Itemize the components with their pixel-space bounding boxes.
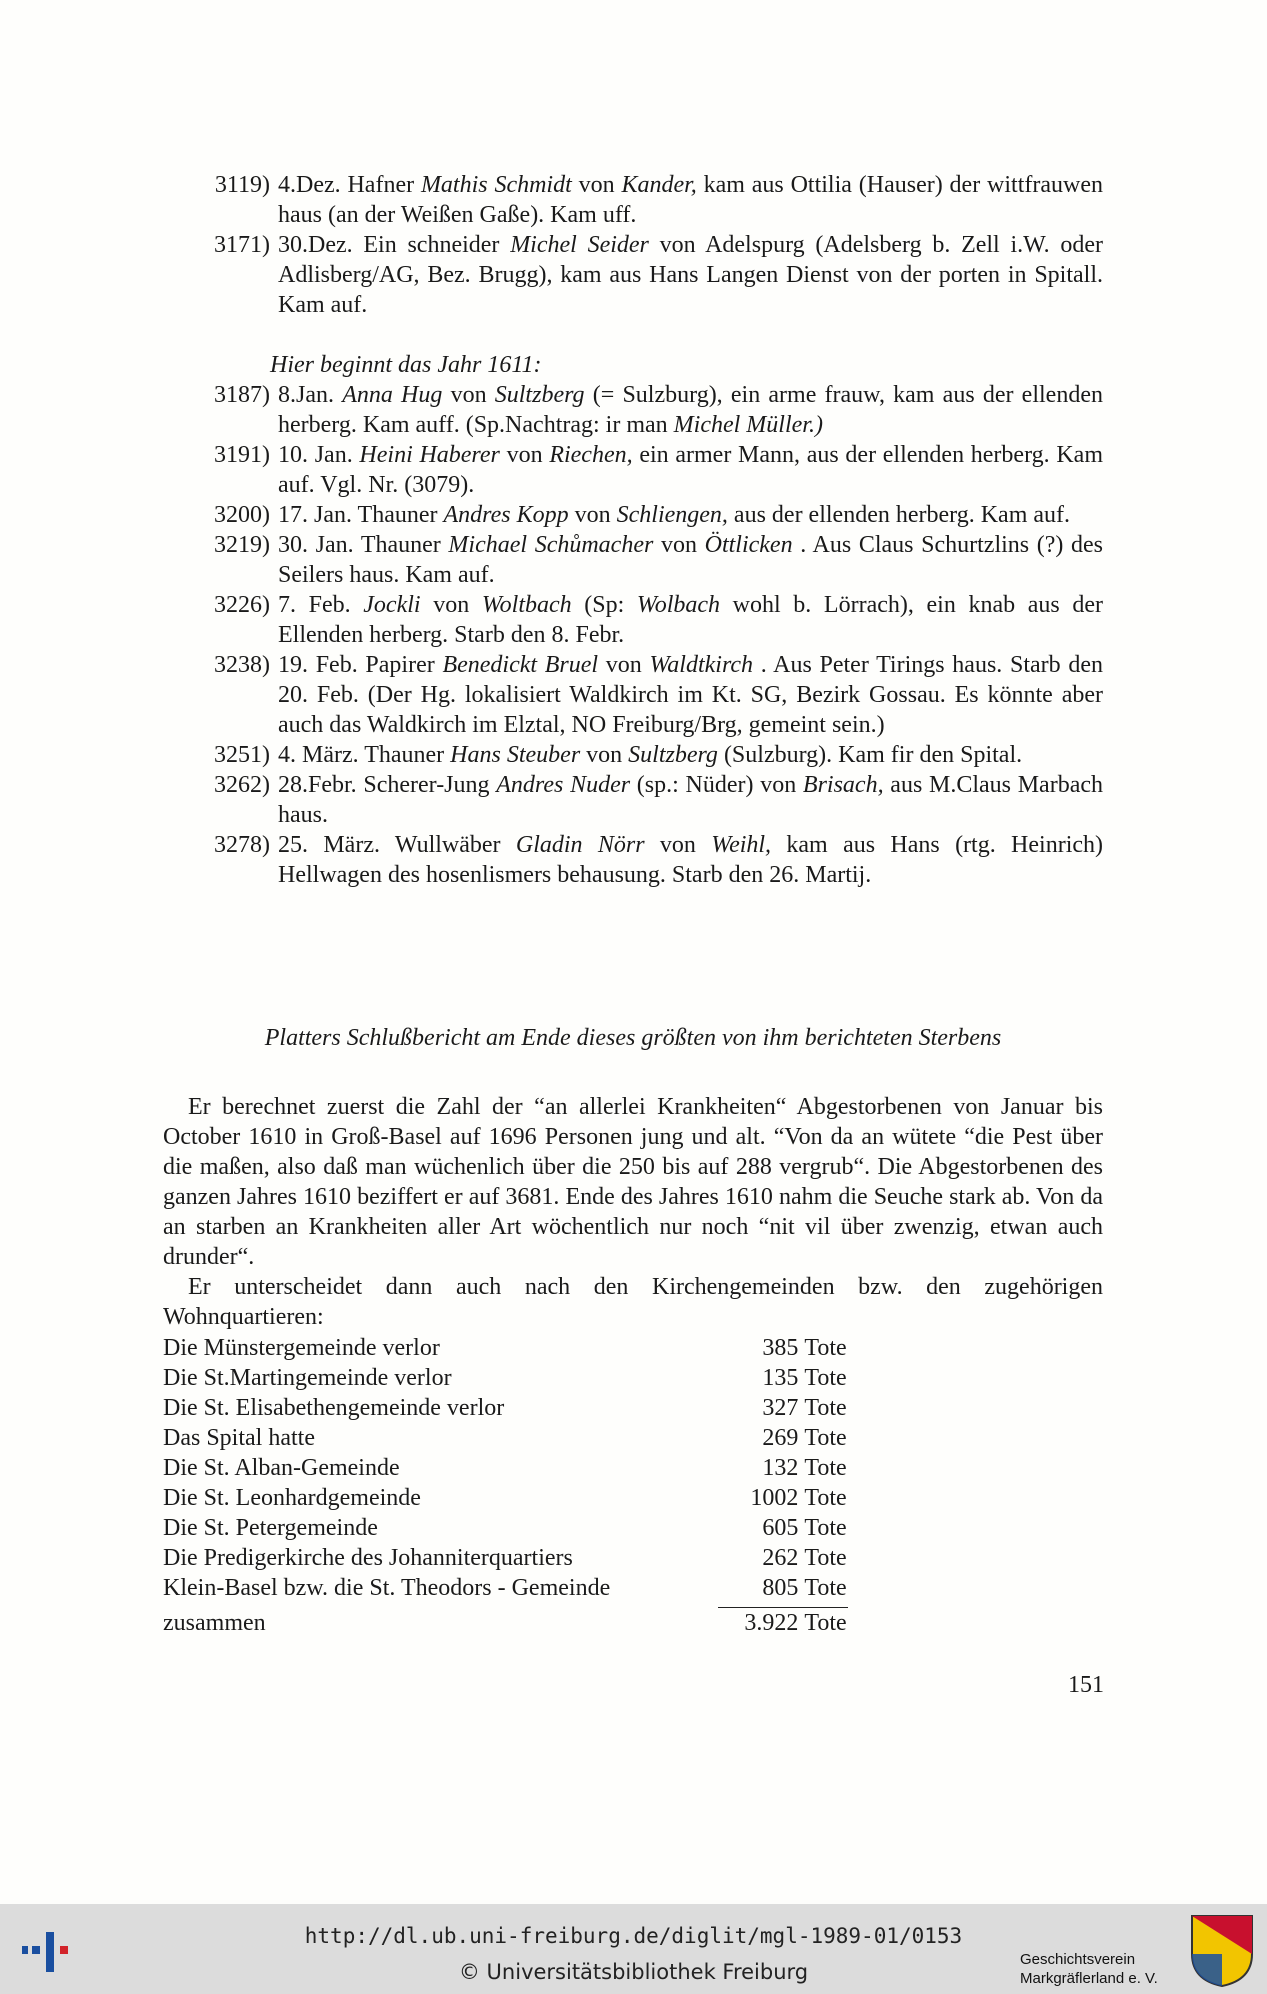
row-label: Klein-Basel bzw. die St. Theodors - Gemeinde bbox=[163, 1575, 611, 1601]
row-unit: Tote bbox=[804, 1515, 847, 1541]
entry-number: 3200) bbox=[214, 502, 270, 528]
entry-text: 4. März. Thauner Hans Steuber von Sultzberg (Sulzburg). Kam fir den Spital. bbox=[278, 742, 1023, 768]
society-line: Markgräflerland e. V. bbox=[1020, 1970, 1158, 1987]
row-unit: Tote bbox=[804, 1610, 847, 1636]
register-entry bbox=[163, 530, 1103, 590]
row-value: 269 bbox=[762, 1425, 799, 1451]
row-unit: Tote bbox=[804, 1545, 847, 1571]
entry-number: 3191) bbox=[214, 442, 270, 468]
entry-number: 3119) bbox=[214, 172, 270, 198]
register-entry bbox=[163, 590, 1103, 650]
copyright-text: © Universitätsbibliothek Freiburg bbox=[458, 1960, 809, 1984]
row-value: 327 bbox=[762, 1395, 799, 1421]
row-label: Das Spital hatte bbox=[163, 1425, 315, 1451]
page-number: 151 bbox=[1068, 1672, 1104, 1698]
row-unit: Tote bbox=[804, 1335, 847, 1361]
entry-text: 30. Jan. Thauner Michael Schůmacher von Öttlicken . Aus Claus Schurtzlins (?) des Seilers haus. Kam auf. bbox=[278, 532, 1104, 588]
entry-text: 28.Febr. Scherer-Jung Andres Nuder (sp.: Nüder) von Brisach, aus M.Claus Marbach haus. bbox=[278, 772, 1104, 828]
document-url-link[interactable]: http://dl.ub.uni-freiburg.de/diglit/mgl-1989-01/0153 bbox=[304, 1924, 963, 1948]
tally-row bbox=[163, 1453, 863, 1483]
row-label: zusammen bbox=[163, 1610, 266, 1636]
footer-bar bbox=[0, 1904, 1267, 1994]
row-label: Die St. Leonhardgemeinde bbox=[163, 1485, 421, 1511]
row-value: 805 bbox=[762, 1575, 799, 1601]
register-entry bbox=[163, 500, 1103, 530]
row-label: Die St. Petergemeinde bbox=[163, 1515, 378, 1541]
row-unit: Tote bbox=[804, 1425, 847, 1451]
entry-number: 3219) bbox=[214, 532, 270, 558]
row-unit: Tote bbox=[804, 1575, 847, 1601]
entry-text: 8.Jan. Anna Hug von Sultzberg (= Sulzburg), ein arme frauw, kam aus der ellenden herberg. Kam auff. (Sp.Nachtrag: ir man Michel Müller.) bbox=[278, 382, 1103, 438]
entry-text: 4.Dez. Hafner Mathis Schmidt von Kander, kam aus Ottilia (Hauser) der wittfrauwen haus (an der Weißen Gaße). Kam uff. bbox=[278, 172, 1103, 228]
tally-row bbox=[163, 1423, 863, 1453]
tally-row bbox=[163, 1573, 863, 1603]
register-entry bbox=[163, 770, 1103, 830]
entry-text: 7. Feb. Jockli von Woltbach (Sp: Wolbach wohl b. Lörrach), ein knab aus der Ellenden herberg. Starb den 8. Febr. bbox=[278, 592, 1104, 648]
tally-row bbox=[163, 1393, 863, 1423]
row-label: Die St.Martingemeinde verlor bbox=[163, 1365, 452, 1391]
paragraph: Er berechnet zuerst die Zahl der “an allerlei Krankheiten“ Abgestorbenen von Januar bis October 1610 in Groß-Basel auf 1696 Personen jung und alt. “Von da an wütete “die Pest über die maßen, also daß man wüchenlich über die 250 bis auf 288 vergrub“. Die Abgestorbenen des ganzen Jahres 1610 beziffert er auf 3681. Ende des Jahres 1610 nahm die Seuche stark ab. Von da an starben an Krankheiten aller Art wöchentlich nur noch “nit vil über zwenzig, etwan auch drunder“. bbox=[163, 1094, 1103, 1270]
year-heading: Hier beginnt das Jahr 1611: bbox=[270, 352, 542, 378]
entry-number: 3226) bbox=[214, 592, 270, 618]
row-label: Die St. Alban-Gemeinde bbox=[163, 1455, 400, 1481]
register-entry bbox=[163, 740, 1103, 770]
section-title: Platters Schlußbericht am Ende dieses größten von ihm berichteten Sterbens bbox=[264, 1025, 1002, 1051]
paragraph: Er unterscheidet dann auch nach den Kirchengemeinden bzw. den zugehörigen Wohnquartieren: bbox=[163, 1274, 1103, 1330]
row-value: 135 bbox=[762, 1365, 799, 1391]
entry-number: 3171) bbox=[214, 232, 270, 258]
entry-number: 3262) bbox=[214, 772, 270, 798]
entry-number: 3238) bbox=[214, 652, 270, 678]
row-label: Die Predigerkirche des Johanniterquartiers bbox=[163, 1545, 573, 1571]
entry-text: 30.Dez. Ein schneider Michel Seider von Adelspurg (Adelsberg b. Zell i.W. oder Adlisberg/AG, Bez. Brugg), kam aus Hans Langen Dienst von der porten in Spitall. Kam auf. bbox=[278, 232, 1103, 318]
row-unit: Tote bbox=[804, 1485, 847, 1511]
row-value: 132 bbox=[762, 1455, 799, 1481]
row-value: 3.922 bbox=[744, 1610, 799, 1636]
tally-row bbox=[163, 1483, 863, 1513]
row-unit: Tote bbox=[804, 1395, 847, 1421]
row-label: Die St. Elisabethengemeinde verlor bbox=[163, 1395, 505, 1421]
row-value: 262 bbox=[762, 1545, 799, 1571]
entry-number: 3278) bbox=[214, 832, 270, 858]
row-unit: Tote bbox=[804, 1455, 847, 1481]
tally-row bbox=[163, 1543, 863, 1573]
total-row bbox=[163, 1608, 863, 1638]
tally-row bbox=[163, 1363, 863, 1393]
row-label: Die Münstergemeinde verlor bbox=[163, 1335, 440, 1361]
row-unit: Tote bbox=[804, 1365, 847, 1391]
society-line: Geschichtsverein bbox=[1020, 1951, 1136, 1968]
register-entry bbox=[163, 230, 1103, 320]
entry-text: 19. Feb. Papirer Benedickt Bruel von Waldtkirch . Aus Peter Tirings haus. Starb den 20. Feb. (Der Hg. lokalisiert Waldkirch im Kt. SG, Bezirk Gossau. Es könnte aber auch das Waldkirch im Elztal, NO Freiburg/Brg, gemeint sein.) bbox=[278, 652, 1104, 738]
entry-list bbox=[163, 170, 1103, 890]
society-name bbox=[1020, 1950, 1158, 1988]
death-tally-table bbox=[163, 1333, 863, 1638]
body-text bbox=[163, 1092, 1103, 1332]
tally-row bbox=[163, 1333, 863, 1363]
register-entry bbox=[163, 650, 1103, 740]
row-value: 1002 bbox=[750, 1485, 799, 1511]
entry-number: 3187) bbox=[214, 382, 270, 408]
tally-row bbox=[163, 1513, 863, 1543]
entry-text: 17. Jan. Thauner Andres Kopp von Schliengen, aus der ellenden herberg. Kam auf. bbox=[278, 502, 1071, 528]
entry-number: 3251) bbox=[214, 742, 270, 768]
coat-of-arms-icon bbox=[1190, 1914, 1254, 1988]
register-entry bbox=[163, 830, 1103, 890]
row-value: 385 bbox=[762, 1335, 799, 1361]
register-entry bbox=[163, 380, 1103, 440]
entry-text: 25. März. Wullwäber Gladin Nörr von Weihl, kam aus Hans (rtg. Heinrich) Hellwagen des hosenlismers behausung. Starb den 26. Martij. bbox=[278, 832, 1104, 888]
entry-text: 10. Jan. Heini Haberer von Riechen, ein armer Mann, aus der ellenden herberg. Kam auf. Vgl. Nr. (3079). bbox=[278, 442, 1103, 498]
register-entry bbox=[163, 170, 1103, 230]
row-value: 605 bbox=[762, 1515, 799, 1541]
register-entry bbox=[163, 440, 1103, 500]
